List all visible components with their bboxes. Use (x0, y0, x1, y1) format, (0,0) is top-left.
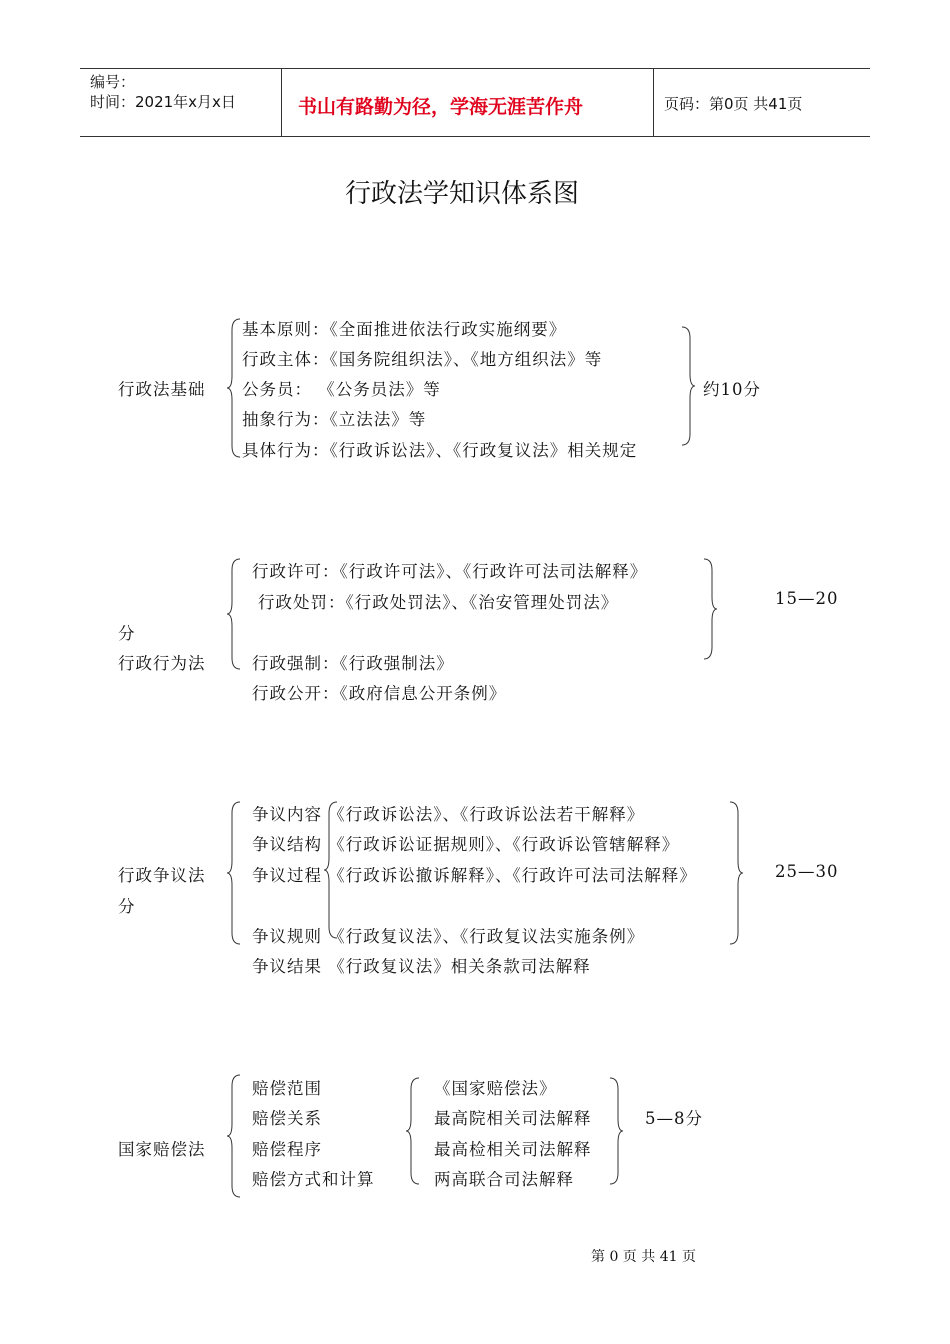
list-item: 赔偿关系 (252, 1109, 322, 1128)
document-date: 时间：2021年x月x日 (90, 93, 236, 111)
list-item: 争议规则 《行政复议法》、《行政复议法实施条例》 (252, 927, 645, 946)
list-item: 抽象行为：《立法法》等 (242, 410, 427, 429)
right-brace (609, 1077, 625, 1185)
score-label: 25—30 (775, 862, 839, 881)
section-label: 行政争议法 (118, 866, 206, 885)
list-item: 行政处罚：《行政处罚法》、《治安管理处罚法》 (258, 593, 619, 612)
list-item: 行政公开：《政府信息公开条例》 (252, 684, 507, 703)
right-brace (729, 801, 745, 945)
list-item: 具体行为：《行政诉讼法》、《行政复议法》相关规定 (242, 441, 638, 460)
middle-brace (405, 1077, 421, 1185)
score-label: 约10分 (703, 380, 761, 399)
section-label: 国家赔偿法 (118, 1140, 206, 1159)
left-brace (226, 1074, 242, 1198)
document-number: 编号： (90, 73, 136, 91)
page-footer: 第 0 页 共 41 页 (591, 1249, 696, 1265)
list-item: 赔偿程序 (252, 1140, 322, 1159)
header-divider (281, 69, 282, 136)
list-item: 《国家赔偿法》 (434, 1079, 557, 1098)
list-item: 行政强制：《行政强制法》 (252, 654, 454, 673)
right-brace (681, 326, 697, 446)
inner-brace (323, 801, 339, 939)
list-item: 赔偿范围 (252, 1079, 322, 1098)
left-brace (226, 558, 242, 670)
list-item: 争议内容 《行政诉讼法》、《行政诉讼法若干解释》 (252, 805, 645, 824)
header-table (80, 68, 870, 137)
page-title: 行政法学知识体系图 (345, 179, 580, 209)
list-item: 行政许可：《行政许可法》、《行政许可法司法解释》 (252, 562, 648, 581)
score-label: 15—20 (775, 589, 839, 608)
header-divider (653, 69, 654, 136)
section-label: 行政法基础 (118, 380, 206, 399)
list-item: 基本原则：《全面推进依法行政实施纲要》 (242, 320, 567, 339)
list-item: 最高检相关司法解释 (434, 1140, 592, 1159)
list-item: 争议结构 《行政诉讼证据规则》、《行政诉讼管辖解释》 (252, 835, 680, 854)
section-label: 行政行为法 (118, 654, 206, 673)
list-item: 争议过程 《行政诉讼撤诉解释》、《行政许可法司法解释》 (252, 866, 697, 885)
list-item: 赔偿方式和计算 (252, 1170, 375, 1189)
score-label: 5—8分 (645, 1109, 703, 1128)
list-item: 公务员： 《公务员法》等 (242, 380, 441, 399)
motto: 书山有路勤为径，学海无涯苦作舟 (298, 96, 584, 118)
list-item: 行政主体：《国务院组织法》、《地方组织法》等 (242, 350, 603, 369)
page-info: 页码：第0页 共41页 (664, 95, 803, 113)
score-unit: 分 (118, 897, 136, 916)
list-item: 最高院相关司法解释 (434, 1109, 592, 1128)
score-unit: 分 (118, 624, 136, 643)
list-item: 争议结果 《行政复议法》相关条款司法解释 (252, 957, 591, 976)
list-item: 两高联合司法解释 (434, 1170, 574, 1189)
left-brace (226, 801, 242, 945)
left-brace (226, 318, 242, 458)
right-brace (703, 558, 719, 660)
